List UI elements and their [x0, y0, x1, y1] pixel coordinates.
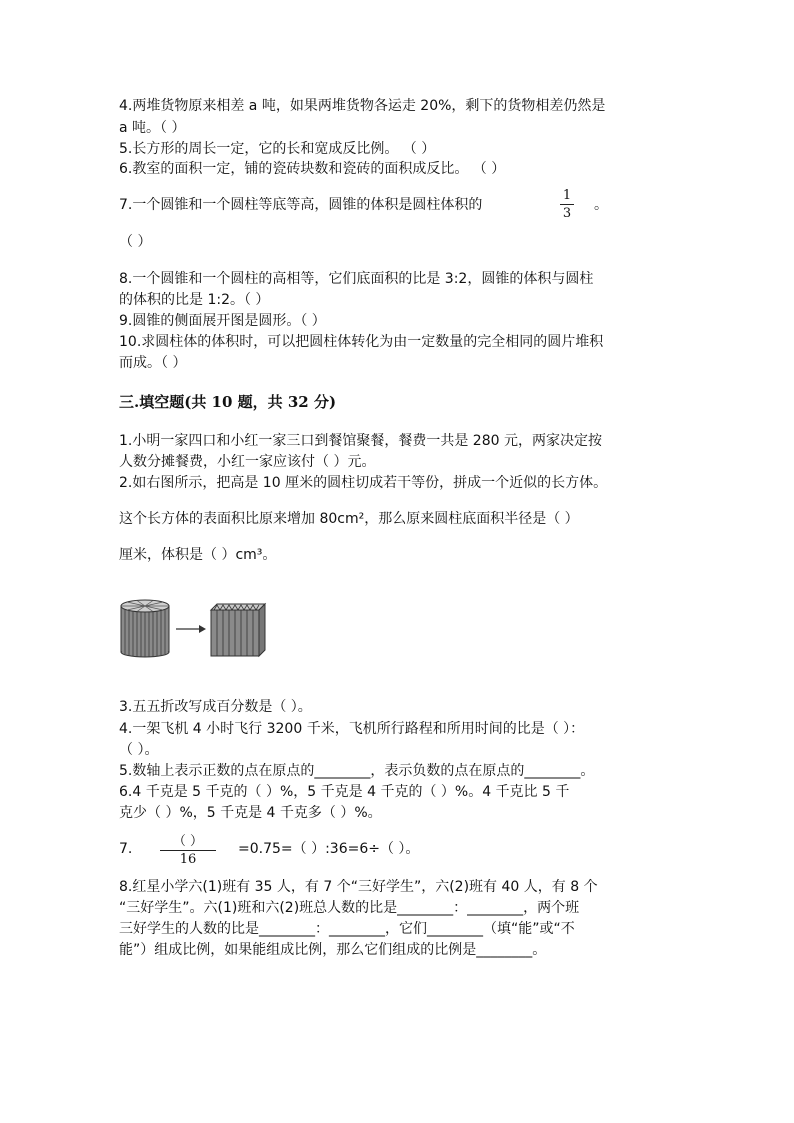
- judge-q7-blank: （ ）: [119, 234, 152, 250]
- judge-q8-line2: 的体积的比是 1:2。（ ）: [119, 292, 270, 308]
- fraction-denominator: 16: [179, 852, 197, 867]
- judge-q4-line1: 4.两堆货物原来相差 a 吨，如果两堆货物各运走 20%，剩下的货物相差仍然是: [119, 98, 606, 114]
- judge-q5: 5.长方形的周长一定，它的长和宽成反比例。 （ ）: [119, 141, 436, 157]
- judge-q4-line2: a 吨。（ ）: [119, 120, 186, 136]
- fill-q8-line2: “三好学生”。六(1)班和六(2)班总人数的比是________：________，两个班: [119, 900, 580, 916]
- fill-q2-line1: 2.如右图所示，把高是 10 厘米的圆柱切成若干等份，拼成一个近似的长方体。: [119, 475, 608, 491]
- fill-q8-line1: 8.红星小学六(1)班有 35 人，有 7 个“三好学生”，六(2)班有 40 人，有 8 个: [119, 879, 598, 895]
- judge-q6: 6.教室的面积一定，铺的瓷砖块数和瓷砖的面积成反比。 （ ）: [119, 161, 506, 177]
- fill-q8-line4: 能”）组成比例，如果能组成比例，那么它们组成的比例是________。: [119, 942, 547, 958]
- fill-q6-line2: 克少（ ）%，5 千克是 4 千克多（ ）%。: [119, 805, 382, 821]
- fraction-numerator: （ ）: [172, 834, 204, 849]
- fill-q7-fraction: [160, 830, 216, 867]
- fill-q7-rest: =0.75=（ ）:36=6÷（ ）。: [238, 841, 420, 857]
- fill-q5: 5.数轴上表示正数的点在原点的________，表示负数的点在原点的________。: [119, 763, 595, 779]
- fraction-denominator: 3: [562, 206, 572, 221]
- fraction-numerator: 1: [562, 188, 572, 203]
- judge-q9: 9.圆锥的侧面展开图是圆形。（ ）: [119, 313, 326, 329]
- fraction-bar: [560, 204, 574, 205]
- fill-q4-line2: （ ）。: [119, 742, 159, 758]
- fill-q7-prefix: 7.: [119, 841, 133, 857]
- section-heading: 三.填空题(共 10 题，共 32 分): [119, 393, 337, 411]
- judge-q7: [119, 196, 482, 214]
- cylinder-sliced: [121, 600, 169, 657]
- fill-q2-line2: 这个长方体的表面积比原来增加 80cm²，那么原来圆柱底面积半径是（ ）: [119, 511, 579, 527]
- fraction-bar: [160, 850, 216, 851]
- fill-q8-line3: 三好学生的人数的比是________：________，它们________（填“能”或“不: [119, 921, 575, 937]
- fill-q2-line3: 厘米，体积是（ ）cm³。: [119, 547, 277, 563]
- cylinder-to-cuboid-figure: [119, 598, 269, 658]
- fill-q6-line1: 6.4 千克是 5 千克的（ ）%，5 千克是 4 千克的（ ）%。4 千克比 5 千: [119, 784, 570, 800]
- judge-q7-text: 7.一个圆锥和一个圆柱等底等高，圆锥的体积是圆柱体积的: [119, 197, 483, 213]
- fill-q3: 3.五五折改写成百分数是（ ）。: [119, 699, 312, 715]
- judge-q10-line2: 而成。（ ）: [119, 355, 187, 371]
- judge-q7-end: 。: [594, 197, 608, 213]
- cuboid-rearranged: [211, 604, 265, 656]
- fill-q4-line1: 4.一架飞机 4 小时飞行 3200 千米，飞机所行路程和所用时间的比是（ ）：: [119, 721, 585, 737]
- fill-q1-line1: 1.小明一家四口和小红一家三口到餐馆聚餐，餐费一共是 280 元，两家决定按: [119, 433, 602, 449]
- judge-q8-line1: 8.一个圆锥和一个圆柱的高相等，它们底面积的比是 3:2，圆锥的体积与圆柱: [119, 271, 594, 287]
- arrow-right-icon: [176, 625, 206, 633]
- fill-q1-line2: 人数分摊餐费，小红一家应该付（ ）元。: [119, 454, 376, 470]
- judge-q7-fraction: [560, 188, 574, 221]
- judge-q10-line1: 10.求圆柱体的体积时，可以把圆柱体转化为由一定数量的完全相同的圆片堆积: [119, 334, 604, 350]
